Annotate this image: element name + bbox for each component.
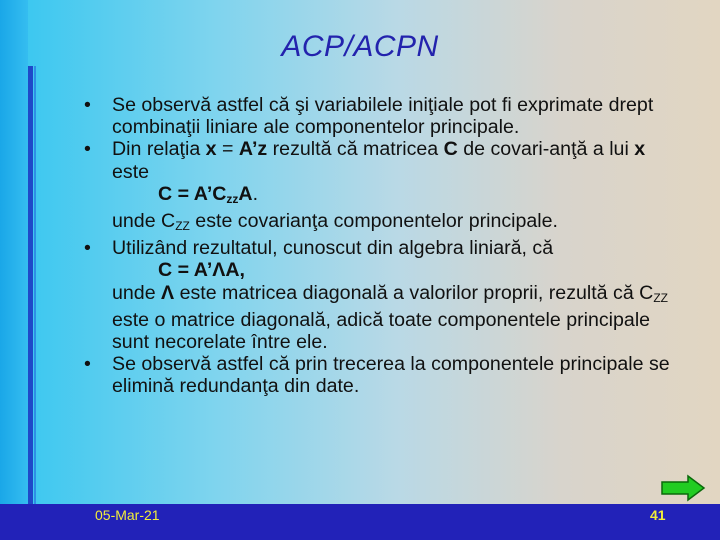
equals-sign: = xyxy=(216,138,239,161)
continuation-text-2: este covarianţa componentelor principale. xyxy=(189,210,558,233)
bullet-2-text-4: este xyxy=(112,160,150,183)
slide-title: ACP/ACPN xyxy=(281,30,439,63)
continuation-text-1: unde C xyxy=(112,210,176,233)
continuation-text-2: este matricea diagonală a valorilor proprii, rezultă că C xyxy=(174,281,654,304)
continuation-text-1: unde xyxy=(112,281,162,304)
bullet-2-text: Din relaţia xyxy=(112,138,206,161)
continuation-subscript: ZZ xyxy=(175,219,190,234)
formula-part-1: C = A’C xyxy=(158,182,227,205)
bullet-2-text-2: rezultă că matricea xyxy=(267,138,444,161)
right-arrow-icon xyxy=(662,476,704,500)
slide-content xyxy=(84,94,674,398)
var-x: x xyxy=(205,138,217,161)
formula-covariance xyxy=(84,183,674,210)
bullet-1 xyxy=(84,94,674,138)
bullet-2-continuation xyxy=(84,210,674,237)
bullet-2 xyxy=(84,138,674,182)
lambda-symbol: Λ xyxy=(161,281,175,304)
page-number: 41 xyxy=(650,507,666,523)
bullet-marker: • xyxy=(84,94,91,116)
bullet-3 xyxy=(84,237,674,259)
var-c: C xyxy=(443,138,458,161)
bullet-marker: • xyxy=(84,353,91,376)
footer-date: 05-Mar-21 xyxy=(95,507,160,523)
bullet-3-continuation xyxy=(84,282,674,354)
var-x-2: x xyxy=(634,138,646,161)
bullet-marker: • xyxy=(84,237,91,260)
left-decor-line-thin xyxy=(34,66,36,506)
formula-subscript: zz xyxy=(226,191,239,206)
formula-eigen: C = A’ΛA, xyxy=(158,259,245,282)
bullet-4-text: Se observă astfel că prin trecerea la componentele principale se elimină redundanţa din date. xyxy=(112,353,670,398)
formula-end: . xyxy=(252,182,259,205)
bullet-marker: • xyxy=(84,138,91,161)
bullet-2-text-3: de covari-anţă a lui xyxy=(457,138,635,161)
continuation-subscript: ZZ xyxy=(653,290,668,305)
formula-part-2: A xyxy=(238,182,253,205)
continuation-text-3: este o matrice diagonală, adică toate componentele principale sunt necorelate între ele. xyxy=(112,308,651,354)
bullet-1-text: Se observă astfel că şi variabilele iniţiale pot fi exprimate drept combinaţii liniare ale componentelor principale. xyxy=(112,94,654,139)
left-decor-band xyxy=(0,0,28,540)
var-az: A’z xyxy=(238,138,268,161)
bullet-3-text: Utilizând rezultatul, cunoscut din algebra liniară, că xyxy=(112,237,554,260)
next-slide-button[interactable] xyxy=(660,474,706,502)
left-decor-line xyxy=(28,66,33,506)
bullet-4 xyxy=(84,353,674,397)
